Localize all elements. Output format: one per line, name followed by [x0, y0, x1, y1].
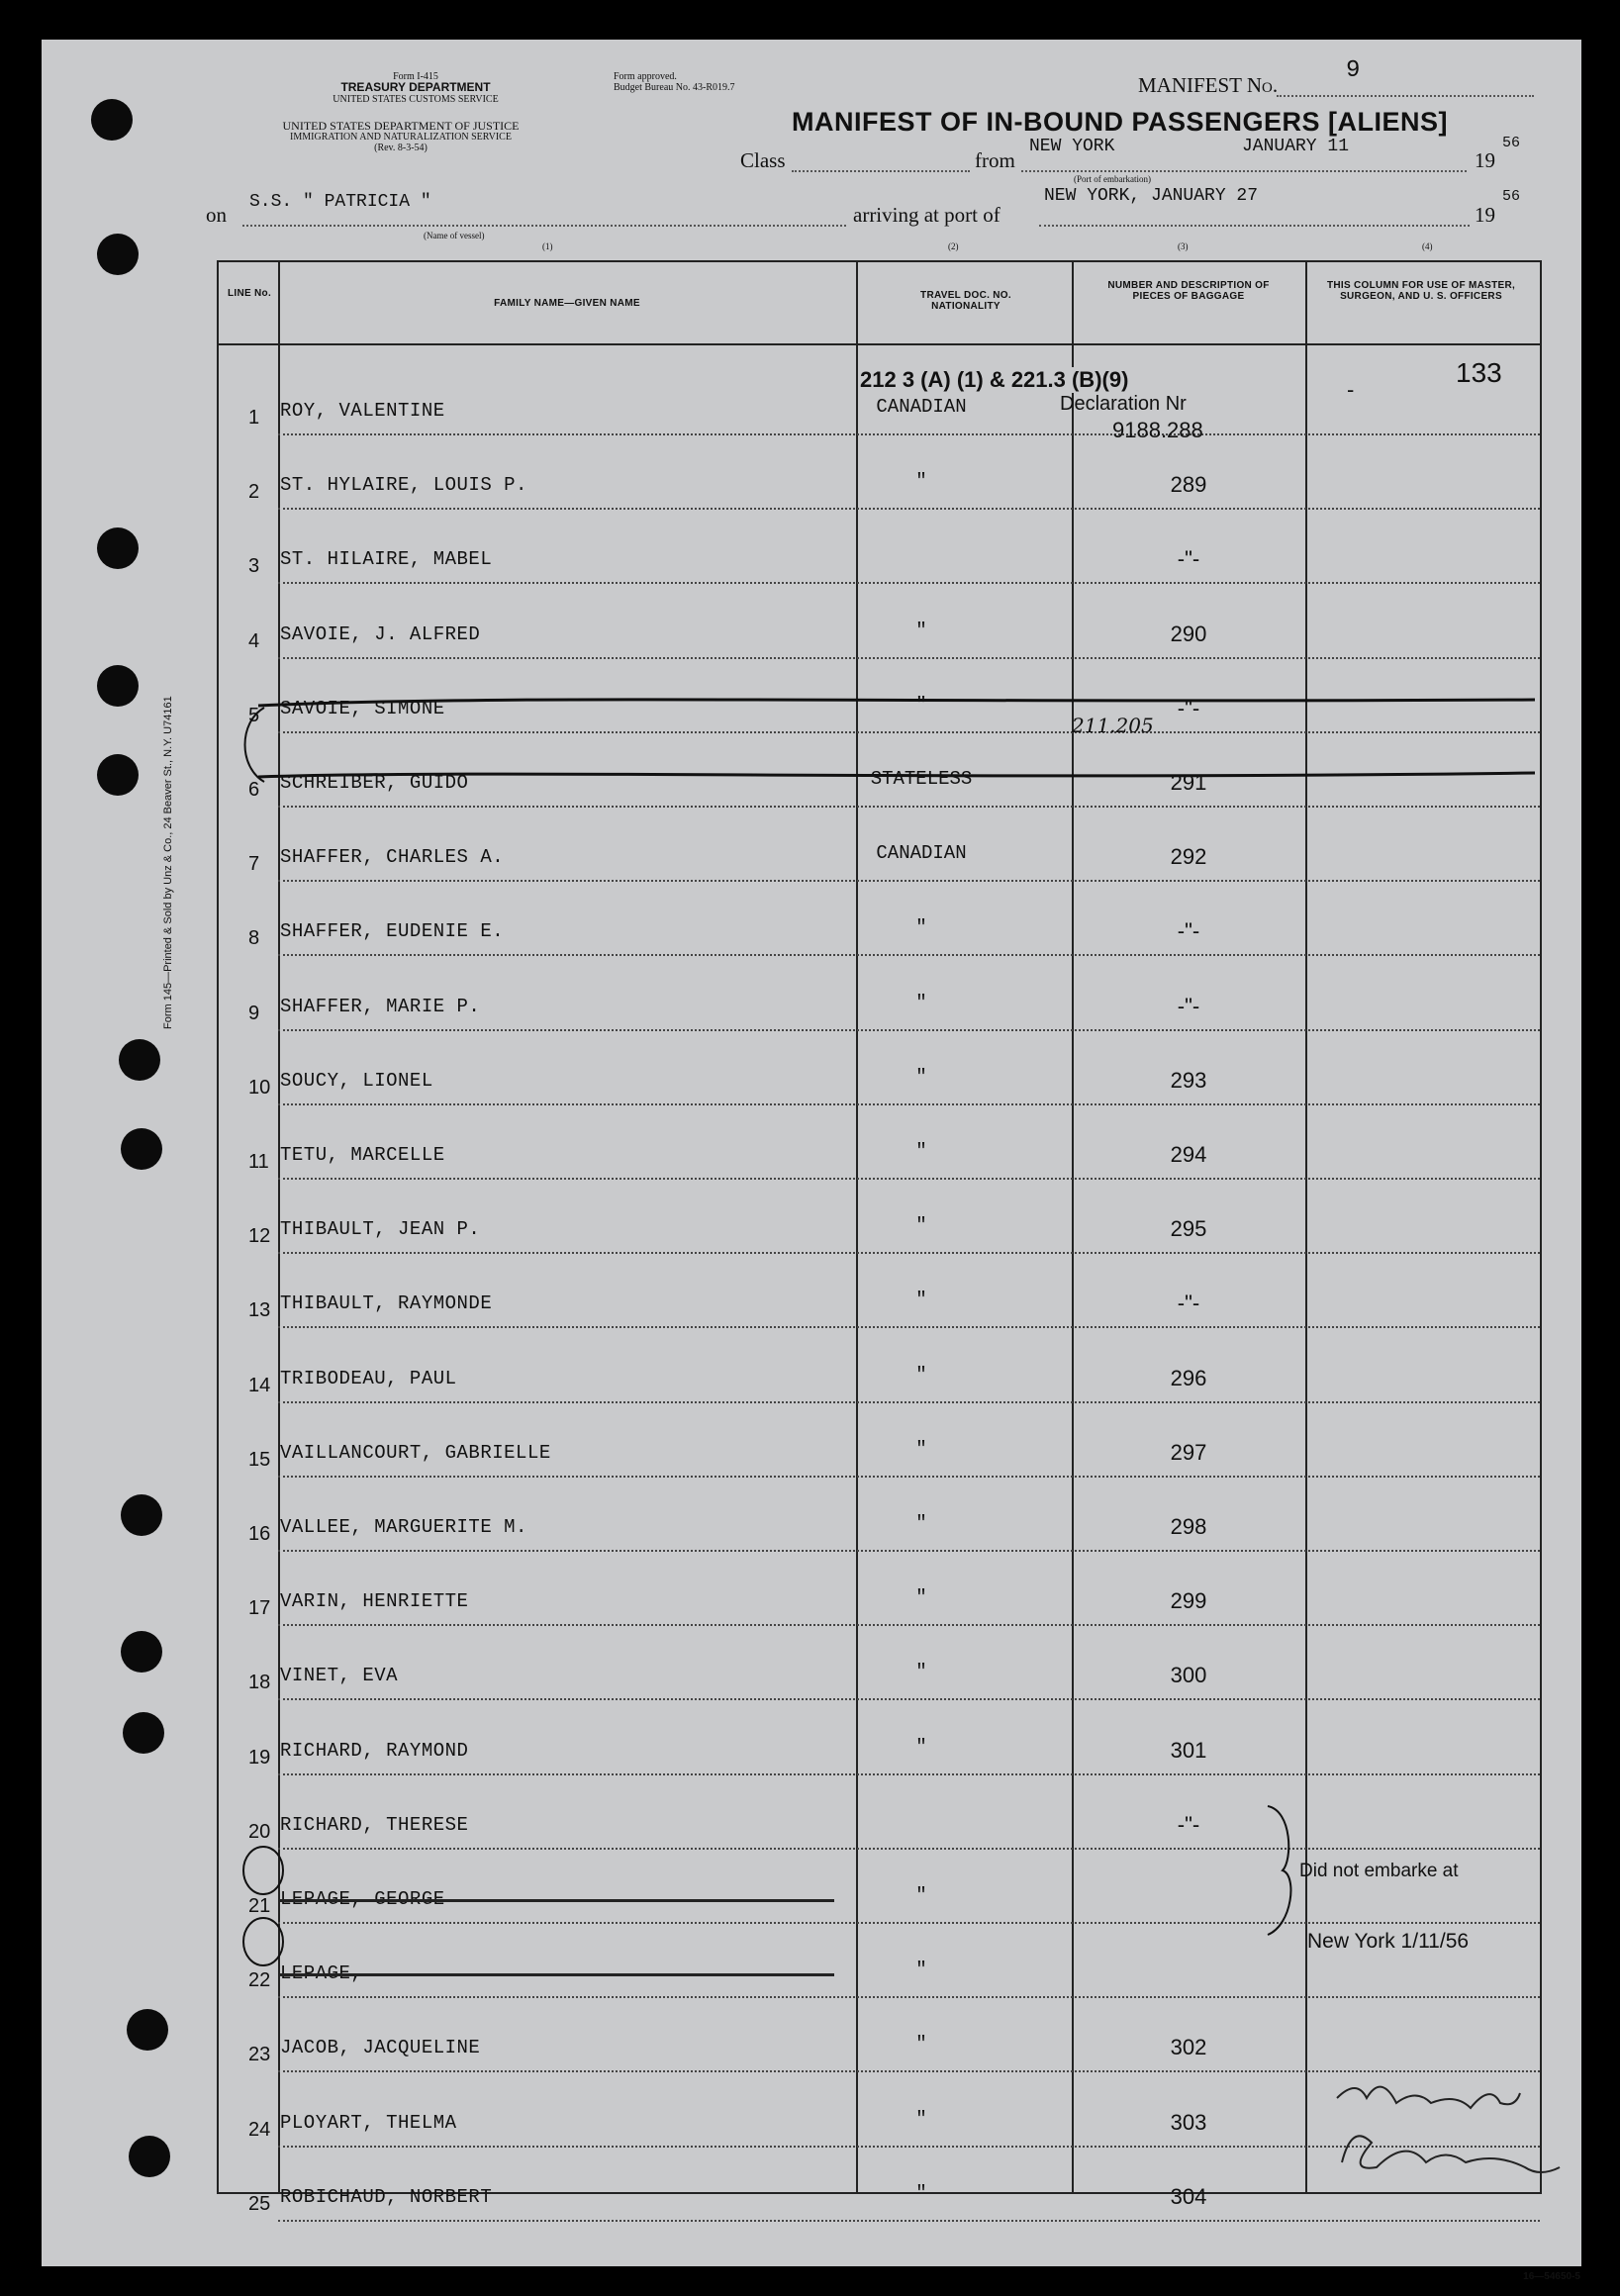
passenger-name: VAILLANCOURT, GABRIELLE — [280, 1441, 551, 1464]
baggage: 303 — [1170, 2109, 1207, 2135]
class-line — [792, 170, 970, 172]
passenger-name: JACOB, JACQUELINE — [280, 2037, 481, 2059]
nationality: " — [915, 991, 927, 1013]
on-label: on — [206, 203, 227, 227]
col-number-2: (2) — [948, 241, 959, 251]
line-number: 17 — [248, 1597, 271, 1620]
nationality: " — [915, 1586, 927, 1609]
bracket-paren — [245, 708, 265, 782]
form-number: Form I-415 — [393, 71, 438, 82]
side-print: Form 145—Printed & Sold by Unz & Co., 24 Beaver St., N.Y. U74161 — [162, 696, 174, 1029]
status-stamp: 212 3 (A) (1) & 221.3 (B)(9) — [860, 367, 1129, 392]
nationality: " — [915, 916, 927, 939]
nationality: " — [915, 1884, 927, 1906]
passenger-name: ROBICHAUD, NORBERT — [280, 2185, 493, 2208]
circle-22 — [243, 1918, 283, 1965]
line-number: 18 — [248, 1672, 271, 1694]
passenger-name: SHAFFER, CHARLES A. — [280, 846, 505, 869]
from-year: 56 — [1502, 135, 1521, 151]
line-number: 21 — [248, 1895, 271, 1917]
class-label: Class — [740, 148, 786, 172]
binder-hole — [127, 2009, 168, 2051]
nationality: STATELESS — [870, 768, 973, 790]
schreiber-note: 211.205 — [1072, 714, 1154, 737]
line-number: 6 — [248, 779, 260, 801]
binder-hole — [121, 1128, 162, 1170]
line-number: 23 — [248, 2044, 271, 2066]
nationality: " — [915, 470, 927, 493]
baggage: 304 — [1170, 2183, 1207, 2209]
from-date: JANUARY 11 — [1242, 137, 1350, 156]
justice-dept: UNITED STATES DEPARTMENT OF JUSTICE — [282, 119, 520, 133]
line-number: 25 — [248, 2192, 271, 2215]
baggage: 296 — [1170, 1365, 1207, 1390]
binder-hole — [121, 1631, 162, 1673]
col-header-name: FAMILY NAME—GIVEN NAME — [494, 298, 640, 309]
nationality: " — [915, 2033, 927, 2056]
did-not-embark-line2: New York 1/11/56 — [1307, 1930, 1470, 1953]
binder-hole — [121, 1494, 162, 1536]
officer-initials — [1342, 2136, 1560, 2172]
baggage: 302 — [1170, 2035, 1207, 2060]
nationality: CANADIAN — [876, 842, 967, 865]
baggage: 289 — [1170, 472, 1207, 498]
from-year-prefix: 19 — [1475, 148, 1495, 172]
baggage: 294 — [1170, 1142, 1207, 1167]
line-number: 13 — [248, 1299, 271, 1322]
col-number-4: (4) — [1422, 241, 1433, 251]
port-embarkation-label: (Port of embarkation) — [1074, 174, 1151, 184]
budget-header — [614, 71, 735, 93]
baggage: 299 — [1170, 1588, 1207, 1614]
passenger-name: SCHREIBER, GUIDO — [280, 772, 469, 794]
passenger-name: VINET, EVA — [280, 1665, 399, 1687]
line-number: 3 — [248, 555, 260, 578]
line-number: 15 — [248, 1448, 271, 1471]
manifest-no-value: 9 — [1346, 57, 1361, 84]
arriving-year-prefix: 19 — [1475, 203, 1495, 227]
line-number: 20 — [248, 1820, 271, 1843]
line-number: 19 — [248, 1746, 271, 1769]
binder-hole — [123, 1712, 164, 1754]
form-approved: Form approved. — [614, 71, 677, 82]
nationality: " — [915, 2107, 927, 2130]
line-number: 24 — [248, 2118, 271, 2141]
passenger-name: RICHARD, RAYMOND — [280, 1739, 469, 1762]
binder-hole — [97, 527, 139, 569]
baggage: -"- — [1177, 918, 1200, 944]
nationality: " — [915, 2181, 927, 2204]
line-number: 11 — [248, 1151, 269, 1173]
manifest-no-label: MANIFEST No. — [1138, 73, 1279, 97]
baggage: -"- — [1177, 695, 1200, 720]
binder-hole — [91, 99, 133, 141]
vessel-line — [242, 225, 846, 227]
nationality: " — [915, 1661, 927, 1683]
from-label: from — [975, 148, 1015, 172]
passenger-name: TETU, MARCELLE — [280, 1144, 445, 1166]
baggage: 290 — [1170, 621, 1207, 646]
baggage: -"- — [1177, 1811, 1200, 1837]
col-number-1: (1) — [542, 241, 553, 251]
customs-service: UNITED STATES CUSTOMS SERVICE — [333, 94, 499, 105]
baggage: 292 — [1170, 844, 1207, 870]
passenger-name: ST. HYLAIRE, LOUIS P. — [280, 474, 527, 497]
justice-header — [203, 121, 599, 153]
passenger-name: ST. HILAIRE, MABEL — [280, 548, 493, 571]
passenger-name: SHAFFER, EUDENIE E. — [280, 920, 505, 943]
annotation-marks — [219, 262, 1540, 2192]
nationality: " — [915, 1065, 927, 1088]
line-number: 2 — [248, 481, 260, 504]
col-header-officers: THIS COLUMN FOR USE OF MASTER, SURGEON, AND U. S. OFFICERS — [1326, 280, 1516, 302]
col-header-travel-doc: TRAVEL DOC. NO. NATIONALITY — [920, 290, 1011, 312]
baggage: 291 — [1170, 770, 1207, 795]
baggage: 297 — [1170, 1439, 1207, 1465]
baggage: 301 — [1170, 1737, 1207, 1763]
passenger-name: LEPAGE, — [280, 1962, 363, 1985]
passenger-name: VARIN, HENRIETTE — [280, 1590, 469, 1613]
line-number: 4 — [248, 629, 260, 652]
baggage: -"- — [1177, 546, 1200, 572]
passenger-name: ROY, VALENTINE — [280, 400, 445, 422]
treasury-dept: TREASURY DEPARTMENT — [340, 80, 491, 94]
officer-signature — [1337, 2087, 1520, 2108]
col-header-line-no: LINE No. — [227, 288, 272, 299]
passenger-name: SAVOIE, SIMONE — [280, 697, 445, 719]
declaration-number: 9188.288 — [1112, 418, 1203, 442]
vessel-name-label: (Name of vessel) — [424, 231, 485, 240]
line-number: 8 — [248, 927, 260, 950]
line-number: 1 — [248, 407, 260, 429]
nationality: " — [915, 1289, 927, 1311]
footer-code: 16—54650-5 — [1523, 2271, 1580, 2282]
form-rev: (Rev. 8-3-54) — [374, 143, 428, 153]
nationality: " — [915, 693, 927, 716]
arriving-label: arriving at port of — [853, 203, 1001, 227]
nationality: " — [915, 1140, 927, 1162]
officer-number: 133 — [1456, 357, 1502, 388]
col-number-3: (3) — [1178, 241, 1189, 251]
nationality: " — [915, 1512, 927, 1534]
brace — [1268, 1806, 1290, 1935]
arriving-line — [1039, 225, 1470, 227]
declaration-label: Declaration Nr — [1060, 393, 1187, 415]
binder-hole — [119, 1039, 160, 1081]
arriving-year: 56 — [1502, 188, 1521, 205]
passenger-name: LEPAGE, GEORGE — [280, 1888, 445, 1910]
line-number: 5 — [248, 704, 260, 726]
line-number: 9 — [248, 1002, 260, 1024]
manifest-title: MANIFEST OF IN-BOUND PASSENGERS [ALIENS] — [792, 107, 1449, 137]
did-not-embark-line1: Did not embarke at — [1299, 1861, 1459, 1881]
line-number: 10 — [248, 1076, 271, 1099]
nationality: " — [915, 1437, 927, 1460]
baggage: -"- — [1177, 1291, 1200, 1316]
from-line — [1021, 170, 1467, 172]
strike-wave-bottom — [258, 773, 1535, 777]
baggage: 295 — [1170, 1216, 1207, 1242]
nationality: " — [915, 1959, 927, 1981]
nationality: " — [915, 1735, 927, 1758]
binder-hole — [97, 754, 139, 796]
nationality: " — [915, 619, 927, 641]
budget-bureau: Budget Bureau No. 43-R019.7 — [614, 82, 735, 93]
passenger-name: SAVOIE, J. ALFRED — [280, 622, 481, 645]
line-number: 16 — [248, 1523, 271, 1545]
circle-21 — [243, 1847, 283, 1894]
binder-hole — [97, 234, 139, 275]
manifest-table — [217, 260, 1542, 2215]
passenger-name: THIBAULT, JEAN P. — [280, 1218, 481, 1241]
vessel-name: S.S. " PATRICIA " — [249, 192, 431, 212]
from-port: NEW YORK — [1029, 137, 1115, 156]
passenger-name: SOUCY, LIONEL — [280, 1069, 433, 1092]
arriving-port: NEW YORK, JANUARY 27 — [1044, 186, 1259, 206]
binder-hole — [129, 2136, 170, 2177]
line-number: 22 — [248, 1969, 271, 1992]
nationality: " — [915, 1363, 927, 1386]
baggage: 298 — [1170, 1514, 1207, 1539]
passenger-name: THIBAULT, RAYMONDE — [280, 1292, 493, 1315]
col-header-baggage: NUMBER AND DESCRIPTION OF PIECES OF BAGGAGE — [1107, 280, 1270, 302]
passenger-name: SHAFFER, MARIE P. — [280, 995, 481, 1017]
passenger-name: TRIBODEAU, PAUL — [280, 1367, 457, 1389]
passenger-name: RICHARD, THERESE — [280, 1813, 469, 1836]
line-number: 14 — [248, 1374, 271, 1396]
line-number: 12 — [248, 1225, 271, 1248]
line-number: 7 — [248, 853, 260, 876]
officer-dash: - — [1347, 377, 1355, 402]
form-header-left — [267, 71, 564, 105]
baggage: 293 — [1170, 1067, 1207, 1093]
manifest-no-line — [1277, 95, 1534, 97]
nationality: " — [915, 1214, 927, 1237]
baggage: 300 — [1170, 1663, 1207, 1688]
passenger-name: VALLEE, MARGUERITE M. — [280, 1516, 527, 1538]
row-rule — [278, 2220, 1540, 2222]
passenger-name: PLOYART, THELMA — [280, 2111, 457, 2134]
binder-hole — [97, 665, 139, 707]
ins-service: IMMIGRATION AND NATURALIZATION SERVICE — [290, 132, 512, 143]
nationality: CANADIAN — [876, 396, 967, 418]
strike-wave-top — [258, 700, 1535, 706]
baggage: -"- — [1177, 993, 1200, 1018]
